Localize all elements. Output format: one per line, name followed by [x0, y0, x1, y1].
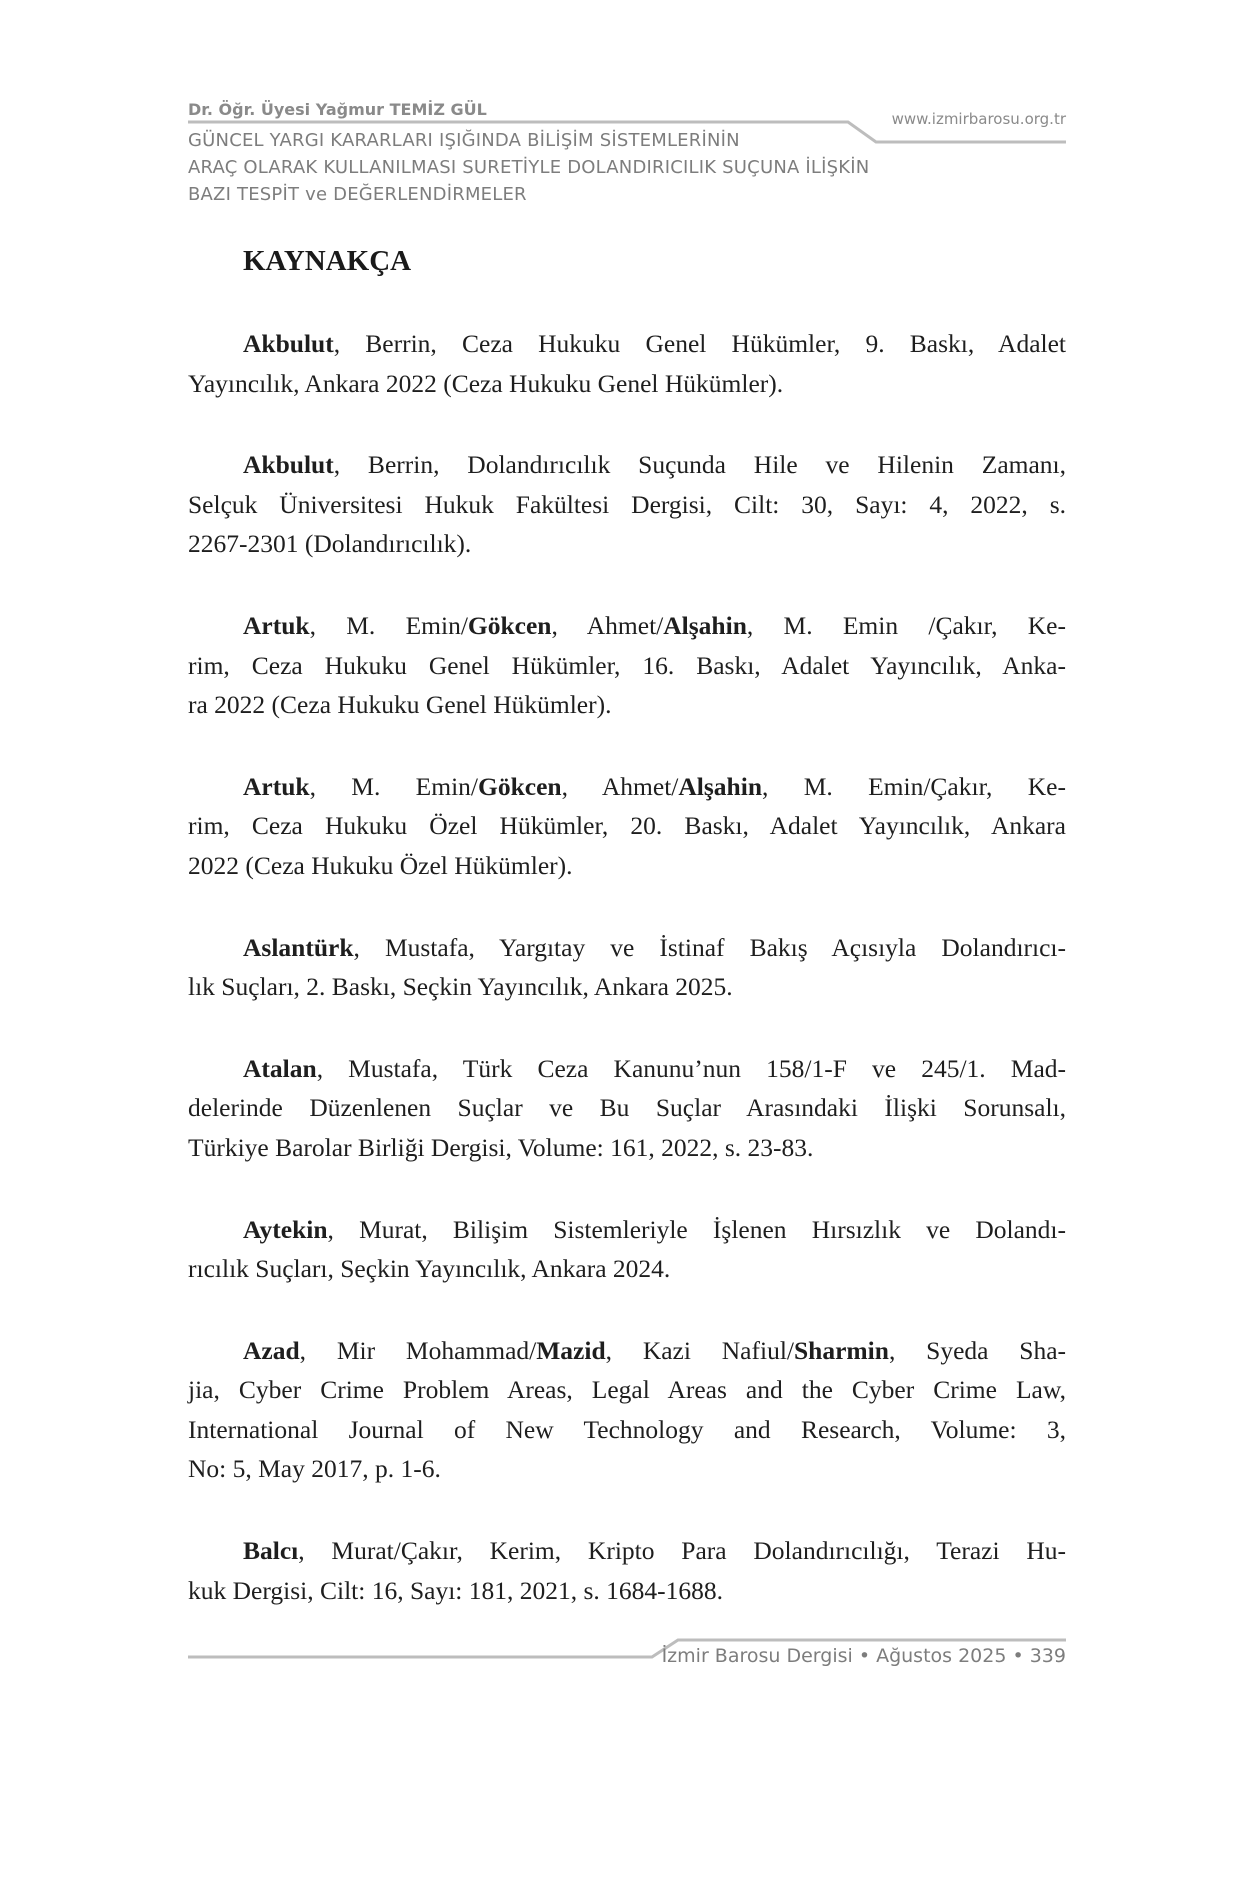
- entry-text: , Mustafa, Türk Ceza Kanunu’nun 158/1-F ve 245/1. Mad-: [316, 1053, 1066, 1083]
- entry-text: , M. Emin/: [309, 771, 478, 801]
- bibliography-entry: [188, 445, 1066, 564]
- bibliography-entry: [188, 928, 1066, 1007]
- entry-line: [188, 646, 1066, 686]
- entry-line: [188, 1571, 1066, 1611]
- entry-line: [188, 1128, 1066, 1168]
- author-surname: Artuk: [243, 771, 310, 801]
- author-surname: Gökcen: [478, 771, 562, 801]
- entry-line: [188, 928, 1066, 968]
- bibliography-entry: [188, 1049, 1066, 1168]
- article-title-line: BAZI TESPİT ve DEĞERLENDİRMELER: [188, 184, 527, 205]
- entry-text: , Ahmet/: [551, 610, 664, 640]
- bibliography-list: [188, 324, 1066, 1652]
- entry-line: [188, 806, 1066, 846]
- entry-line: [188, 685, 1066, 725]
- entry-text: Yayıncılık, Ankara 2022 (Ceza Hukuku Genel Hükümler).: [188, 368, 784, 398]
- footer-journal-info: İzmir Barosu Dergisi • Ağustos 2025 • 339: [661, 1645, 1066, 1667]
- bibliography-entry: [188, 1531, 1066, 1610]
- entry-text: , Mir Mohammad/: [299, 1335, 537, 1365]
- entry-text: rıcılık Suçları, Seçkin Yayıncılık, Ankara 2024.: [188, 1254, 671, 1284]
- entry-text: delerinde Düzenlenen Suçlar ve Bu Suçlar Arasındaki İlişki Sorunsalı,: [188, 1093, 1066, 1123]
- author-surname: Atalan: [243, 1053, 317, 1083]
- author-surname: Aytekin: [243, 1214, 328, 1244]
- entry-text: , Kazi Nafiul/: [605, 1335, 794, 1365]
- author-surname: Alşahin: [678, 771, 762, 801]
- entry-text: Türkiye Barolar Birliği Dergisi, Volume: 161, 2022, s. 23-83.: [188, 1132, 814, 1162]
- entry-text: , Berrin, Ceza Hukuku Genel Hükümler, 9. Baskı, Adalet: [333, 329, 1066, 358]
- author-surname: Mazid: [536, 1335, 606, 1365]
- website-link[interactable]: www.izmirbarosu.org.tr: [891, 110, 1066, 128]
- entry-line: [188, 364, 1066, 404]
- entry-text: rim, Ceza Hukuku Özel Hükümler, 20. Baskı, Adalet Yayıncılık, Ankara: [188, 811, 1066, 841]
- header-rule: [188, 122, 1066, 142]
- entry-text: , Murat, Bilişim Sistemleriyle İşlenen Hırsızlık ve Dolandı-: [327, 1214, 1066, 1244]
- author-surname: Azad: [243, 1335, 300, 1365]
- entry-text: , Ahmet/: [561, 771, 679, 801]
- entry-text: rim, Ceza Hukuku Genel Hükümler, 16. Baskı, Adalet Yayıncılık, Anka-: [188, 650, 1066, 680]
- bibliography-entry: [188, 1331, 1066, 1489]
- bibliography-entry: [188, 324, 1066, 403]
- author-surname: Balcı: [243, 1536, 299, 1566]
- bibliography-entry: [188, 767, 1066, 886]
- entry-text: lık Suçları, 2. Baskı, Seçkin Yayıncılık, Ankara 2025.: [188, 972, 733, 1002]
- entry-line: [188, 1210, 1066, 1250]
- entry-line: [188, 485, 1066, 525]
- entry-line: [188, 1088, 1066, 1128]
- author-surname: Sharmin: [794, 1335, 889, 1365]
- entry-line: [188, 1249, 1066, 1289]
- entry-line: [188, 1410, 1066, 1450]
- entry-line: [188, 1449, 1066, 1489]
- entry-text: International Journal of New Technology and Research, Volume: 3,: [188, 1414, 1066, 1444]
- entry-text: jia, Cyber Crime Problem Areas, Legal Areas and the Cyber Crime Law,: [188, 1375, 1066, 1405]
- entry-text: , M. Emin/: [309, 610, 468, 640]
- section-heading: KAYNAKÇA: [243, 245, 412, 277]
- author-surname: Gökcen: [467, 610, 552, 640]
- article-title-line: ARAÇ OLARAK KULLANILMASI SURETİYLE DOLANDIRICILIK SUÇUNA İLİŞKİN: [188, 157, 870, 178]
- author-surname: Artuk: [243, 610, 310, 640]
- entry-text: , Syeda Sha-: [888, 1335, 1066, 1365]
- entry-line: [188, 767, 1066, 807]
- entry-text: Selçuk Üniversitesi Hukuk Fakültesi Dergisi, Cilt: 30, Sayı: 4, 2022, s.: [188, 489, 1066, 519]
- author-surname: Alşahin: [663, 610, 747, 640]
- entry-text: 2022 (Ceza Hukuku Özel Hükümler).: [188, 850, 573, 880]
- entry-text: , Murat/Çakır, Kerim, Kripto Para Dolandırıcılığı, Terazi Hu-: [298, 1536, 1066, 1566]
- entry-line: [188, 524, 1066, 564]
- entry-text: , Berrin, Dolandırıcılık Suçunda Hile ve Hilenin Zamanı,: [333, 450, 1066, 480]
- entry-line: [188, 324, 1066, 364]
- entry-text: , Mustafa, Yargıtay ve İstinaf Bakış Açısıyla Dolandırıcı-: [353, 932, 1066, 962]
- author-surname: Aslantürk: [243, 932, 354, 962]
- entry-line: [188, 1049, 1066, 1089]
- entry-line: [188, 846, 1066, 886]
- author-name: Dr. Öğr. Üyesi Yağmur TEMİZ GÜL: [188, 100, 487, 119]
- entry-text: , M. Emin /Çakır, Ke-: [746, 610, 1066, 640]
- entry-text: No: 5, May 2017, p. 1-6.: [188, 1454, 441, 1484]
- author-surname: Akbulut: [243, 450, 334, 480]
- entry-line: [188, 967, 1066, 1007]
- bibliography-entry: [188, 1210, 1066, 1289]
- entry-line: [188, 606, 1066, 646]
- entry-line: [188, 1531, 1066, 1571]
- entry-line: [188, 1370, 1066, 1410]
- entry-line: [188, 1331, 1066, 1371]
- entry-text: ra 2022 (Ceza Hukuku Genel Hükümler).: [188, 690, 612, 720]
- entry-text: kuk Dergisi, Cilt: 16, Sayı: 181, 2021, s. 1684-1688.: [188, 1575, 724, 1605]
- author-surname: Akbulut: [243, 329, 334, 358]
- entry-text: 2267-2301 (Dolandırıcılık).: [188, 529, 472, 559]
- bibliography-entry: [188, 606, 1066, 725]
- article-title-line: GÜNCEL YARGI KARARLARI IŞIĞINDA BİLİŞİM SİSTEMLERİNİN: [188, 130, 740, 151]
- entry-text: , M. Emin/Çakır, Ke-: [762, 771, 1066, 801]
- entry-line: [188, 445, 1066, 485]
